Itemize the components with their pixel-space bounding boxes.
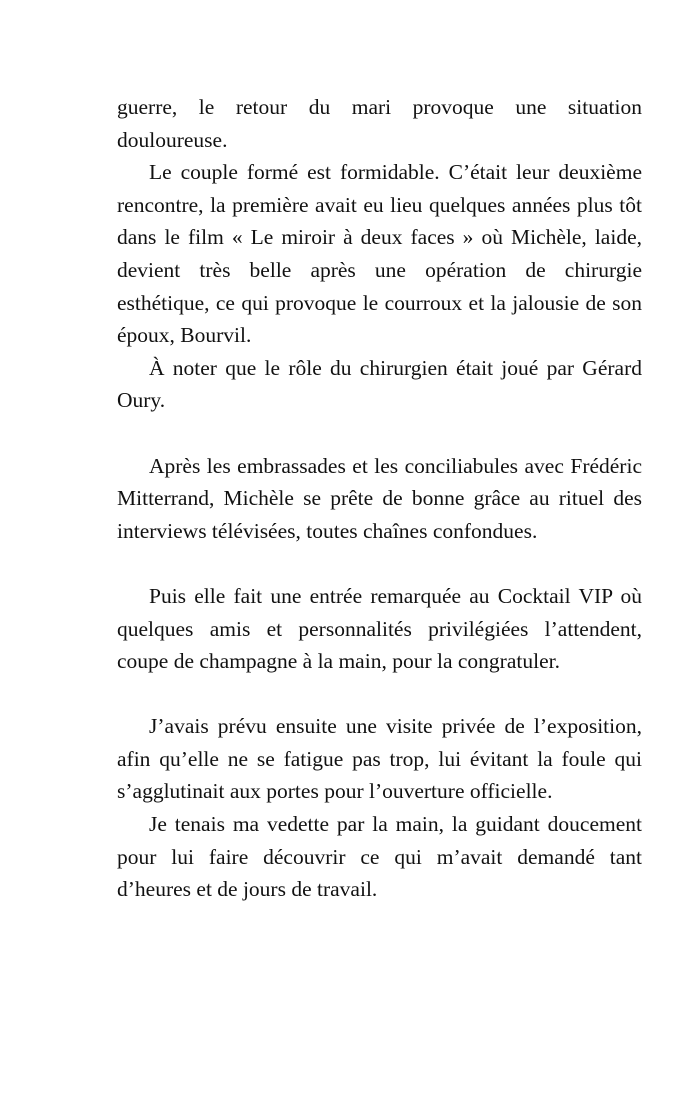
paragraph-couple: Le couple formé est formidable. C’était leur deuxième rencontre, la première avait eu lieu quelques années plus tôt dans le film « Le miroir à deux faces » où Michèle, laide, devient très belle après une opération de chirurgie esthétique, ce qui provoque le courroux et la jalousie de son époux, Bourvil.: [117, 160, 642, 348]
paragraph-visite: J’avais prévu ensuite une visite privée de l’exposition, afin qu’elle ne se fatigue pas trop, lui évitant la foule qui s’agglutinait aux portes pour l’ouverture officielle.: [117, 714, 642, 804]
paragraph-vedette: Je tenais ma vedette par la main, la guidant doucement pour lui faire découvrir ce qui m’avait demandé tant d’heures et de jours de travail.: [117, 812, 642, 902]
body-text: [117, 91, 642, 906]
paragraph-note: À noter que le rôle du chirurgien était joué par Gérard Oury.: [117, 355, 642, 413]
paragraph-embrassades: Après les embrassades et les conciliabules avec Frédéric Mitterrand, Michèle se prête de bonne grâce au rituel des interviews télévisées, toutes chaînes confondues.: [117, 453, 642, 543]
paragraph-continuation: guerre, le retour du mari provoque une situation douloureuse.: [117, 95, 642, 152]
paragraph-cocktail: Puis elle fait une entrée remarquée au Cocktail VIP où quelques amis et personnalités privilégiées l’attendent, coupe de champagne à la main, pour la congratuler.: [117, 583, 642, 674]
